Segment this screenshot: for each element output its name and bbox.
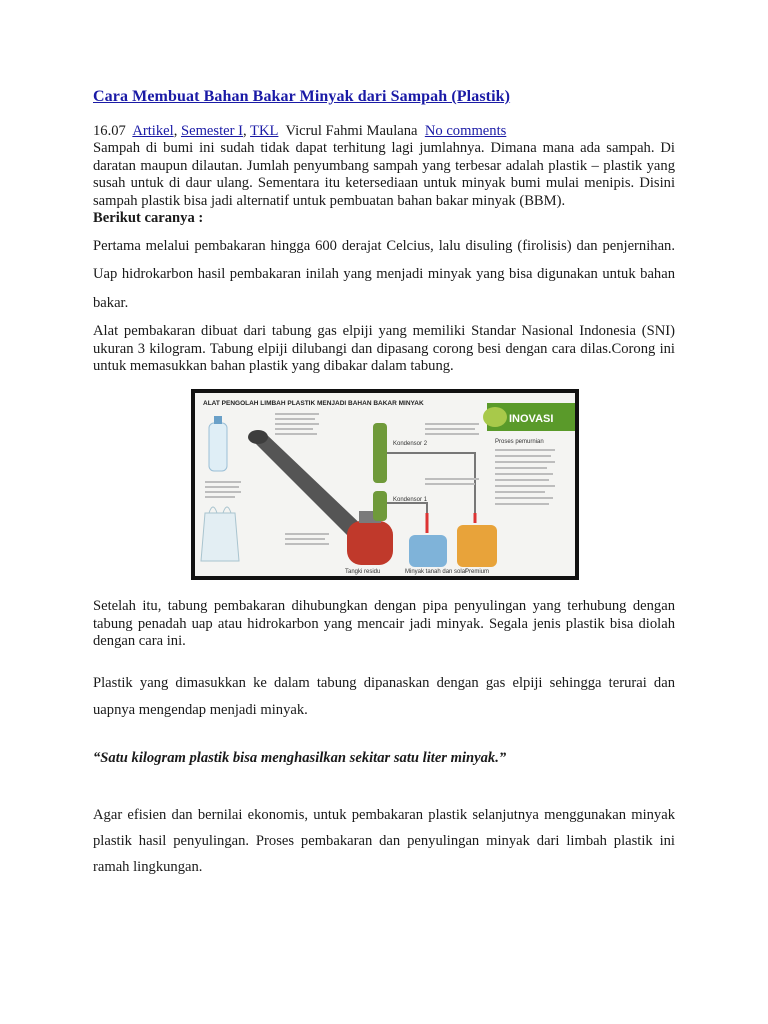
- paragraph-1: Pertama melalui pembakaran hingga 600 derajat Celcius, lalu disuling (firolisis) dan penjernihan. Uap hidrokarbon hasil pembakaran inilah yang menjadi minyak yang bisa digunakan untuk bahan bakar.: [93, 237, 675, 311]
- paragraph-4: Plastik yang dimasukkan ke dalam tabung dipanaskan dengan gas elpiji sehingga terurai dan uapnya mengendap menjadi minyak.: [93, 675, 675, 718]
- post-time: 16.07: [93, 123, 126, 139]
- proses-pemurnian-label: Proses pemurnian: [495, 439, 544, 445]
- condenser-tubes: [373, 423, 387, 521]
- label-link-tkl[interactable]: TKL: [250, 123, 279, 139]
- bottle-illustration: [209, 416, 227, 471]
- intro-paragraph: Sampah di bumi ini sudah tidak dapat terhitung lagi jumlahnya. Dimana mana ada sampah. Di daratan maupun dilautan. Jumlah penyumbang sampah yang terbesar adalah plastik – plastik yang susah untuk di daur ulang. Sementara itu ketersediaan untuk minyak bumi mulai menipis. Disini sampah plastik bisa jadi alternatif untuk pembuatan bahan bakar minyak (BBM).: [93, 140, 675, 209]
- post-meta: 16.07 Artikel, Semester I, TKL Vicrul Fahmi Maulana No comments: [93, 123, 507, 139]
- label-link-artikel[interactable]: Artikel: [132, 123, 174, 139]
- paragraph-5: Agar efisien dan bernilai ekonomis, untuk pembakaran plastik selanjutnya menggunakan minyak plastik hasil penyulingan. Proses pembakaran dan penyulingan minyak dari limbah plastik ini ramah lingkungan.: [93, 807, 675, 875]
- minyak-tanah-label: Minyak tanah dan solar: [405, 569, 468, 575]
- premium-label: Premium: [465, 569, 490, 575]
- plastic-to-fuel-diagram: [195, 393, 575, 576]
- post-title-link[interactable]: Cara Membuat Bahan Bakar Minyak dari Sampah (Plastik): [93, 88, 511, 105]
- comments-link[interactable]: No comments: [424, 123, 507, 139]
- paragraph-2: Alat pembakaran dibuat dari tabung gas elpiji yang memiliki Standar Nasional Indonesia (SNI) ukuran 3 kilogram. Tabung elpiji dilubangi dan dipasang corong besi dengan cara dilas.Corong ini untuk memasukkan bahan plastik yang dibakar dalam tabung.: [93, 323, 675, 374]
- premium-jar: [457, 525, 497, 567]
- plastic-bag-illustration: [201, 507, 239, 561]
- article: [93, 88, 675, 376]
- kondensor-2-label: Kondensor 2: [393, 441, 428, 447]
- label-link-semester[interactable]: Semester I: [180, 123, 243, 139]
- post-author: Vicrul Fahmi Maulana: [285, 123, 418, 139]
- steps-heading: Berikut caranya :: [93, 210, 204, 226]
- infographic-canvas: [195, 393, 575, 576]
- paragraph-3: Setelah itu, tabung pembakaran dihubungkan dengan pipa penyulingan yang terhubung dengan tabung penadah uap atau hidrokarbon yang mencair jadi minyak. Segala jenis plastik bisa diolah dengan cara ini.: [93, 598, 675, 649]
- tangki-residu-label: Tangki residu: [345, 569, 381, 575]
- figure-header: ALAT PENGOLAH LIMBAH PLASTIK MENJADI BAHAN BAKAR MINYAK: [203, 400, 424, 407]
- infographic-image: [191, 389, 579, 580]
- inovasi-badge-label: INOVASI: [509, 413, 554, 425]
- kerosene-jar: [409, 535, 447, 567]
- kondensor-1-label: Kondensor 1: [393, 497, 428, 503]
- quote: “Satu kilogram plastik bisa menghasilkan sekitar satu liter minyak.”: [93, 750, 507, 766]
